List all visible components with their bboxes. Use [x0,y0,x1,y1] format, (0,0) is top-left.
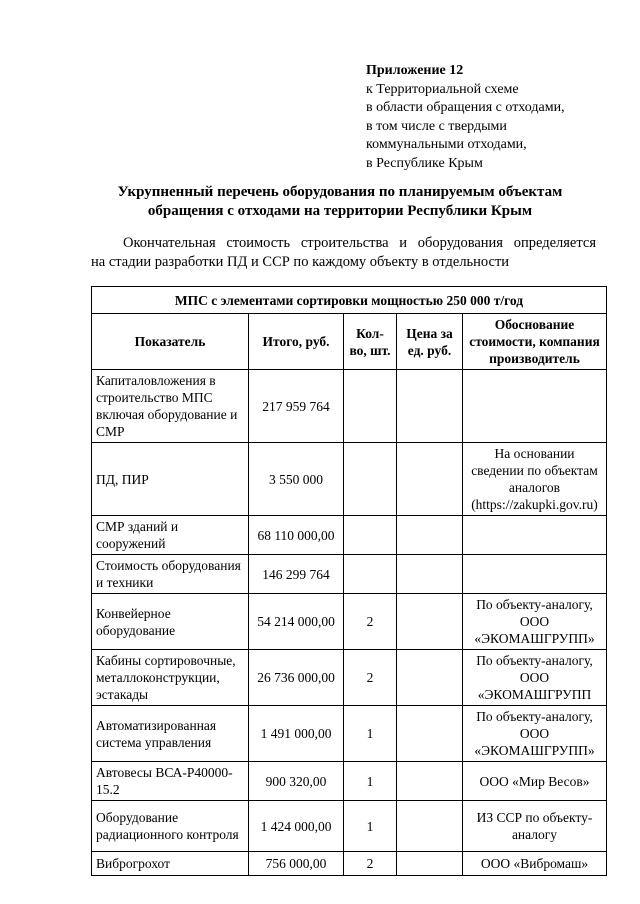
row-quantity-cell: 1 [344,801,397,852]
row-total-cell: 217 959 764 [249,370,344,443]
document-title-line: Укрупненный перечень оборудования по планируемым объектам [117,184,563,200]
row-unit-price-cell [397,706,463,762]
row-unit-price-cell [397,762,463,801]
header-total: Итого, руб. [249,314,344,370]
table-caption: МПС с элементами сортировки мощностью 250 000 т/год [92,287,607,314]
table-row [92,706,607,762]
row-total-cell: 146 299 764 [249,555,344,594]
appendix-line: в том числе с твердыми [366,118,507,134]
table-row [92,555,607,594]
row-quantity-cell: 2 [344,650,397,706]
row-indicator-cell: Виброгрохот [92,852,249,876]
row-unit-price-cell [397,594,463,650]
row-indicator-cell: Оборудование радиационного контроля [92,801,249,852]
row-quantity-cell: 2 [344,852,397,876]
row-total-cell: 26 736 000,00 [249,650,344,706]
table-row [92,443,607,516]
table-row [92,516,607,555]
row-basis-cell: ООО «Мир Весов» [463,762,607,801]
row-total-cell: 1 424 000,00 [249,801,344,852]
row-unit-price-cell [397,555,463,594]
table-row [92,801,607,852]
document-title-line: обращения с отходами на территории Республики Крым [147,203,533,219]
row-basis-cell: ООО «Вибромаш» [463,852,607,876]
row-quantity-cell: 2 [344,594,397,650]
table-row [92,650,607,706]
row-quantity-cell [344,370,397,443]
table-row [92,852,607,876]
row-quantity-cell [344,555,397,594]
header-quantity: Кол-во, шт. [344,314,397,370]
table-body [92,370,607,876]
table-row [92,762,607,801]
appendix-line: в Республике Крым [366,155,483,171]
appendix-heading: Приложение 12 [366,63,464,78]
row-total-cell: 54 214 000,00 [249,594,344,650]
row-total-cell: 68 110 000,00 [249,516,344,555]
table-row [92,594,607,650]
row-unit-price-cell [397,370,463,443]
table-caption-row [92,287,607,314]
appendix-line: коммунальными отходами, [366,137,527,152]
row-unit-price-cell [397,516,463,555]
table-header-row [92,314,607,370]
row-unit-price-cell [397,650,463,706]
row-total-cell: 3 550 000 [249,443,344,516]
row-basis-cell: По объекту-аналогу, ООО «ЭКОМАШГРУПП» [463,594,607,650]
header-unit-price: Цена за ед. руб. [397,314,463,370]
row-total-cell: 900 320,00 [249,762,344,801]
table-row [92,370,607,443]
row-basis-cell [463,555,607,594]
intro-paragraph [91,234,596,272]
appendix-block [366,62,565,173]
row-indicator-cell: Стоимость оборудования и техники [92,555,249,594]
row-quantity-cell [344,443,397,516]
document-title [60,183,620,221]
row-basis-cell: ИЗ ССР по объекту-аналогу [463,801,607,852]
row-basis-cell: По объекту-аналогу, ООО «ЭКОМАШГРУПП [463,650,607,706]
row-indicator-cell: Автоматизированная система управления [92,706,249,762]
header-basis: Обоснование стоимости, компания производитель [463,314,607,370]
appendix-line: в области обращения с отходами, [366,100,565,115]
row-indicator-cell: Кабины сортировочные, металлоконструкции, эстакады [92,650,249,706]
row-indicator-cell: Конвейерное оборудование [92,594,249,650]
header-indicator: Показатель [92,314,249,370]
row-basis-cell: На основании сведении по объектам аналогов (https://zakupki.gov.ru) [463,443,607,516]
equipment-table [91,286,607,876]
row-quantity-cell: 1 [344,762,397,801]
intro-line: на стадии разработки ПД и ССР по каждому объекту в отдельности [91,254,510,270]
row-indicator-cell: Автовесы ВСА-Р40000-15.2 [92,762,249,801]
row-total-cell: 756 000,00 [249,852,344,876]
row-unit-price-cell [397,852,463,876]
row-basis-cell [463,370,607,443]
row-unit-price-cell [397,801,463,852]
row-indicator-cell: СМР зданий и сооружений [92,516,249,555]
row-basis-cell [463,516,607,555]
row-quantity-cell: 1 [344,706,397,762]
appendix-line: к Территориальной схеме [366,81,519,97]
row-quantity-cell [344,516,397,555]
row-basis-cell: По объекту-аналогу, ООО «ЭКОМАШГРУПП» [463,706,607,762]
row-indicator-cell: Капиталовложения в строительство МПС включая оборудование и СМР [92,370,249,443]
intro-line: Окончательная стоимость строительства и оборудования определяется [123,235,596,251]
row-total-cell: 1 491 000,00 [249,706,344,762]
row-indicator-cell: ПД, ПИР [92,443,249,516]
row-unit-price-cell [397,443,463,516]
